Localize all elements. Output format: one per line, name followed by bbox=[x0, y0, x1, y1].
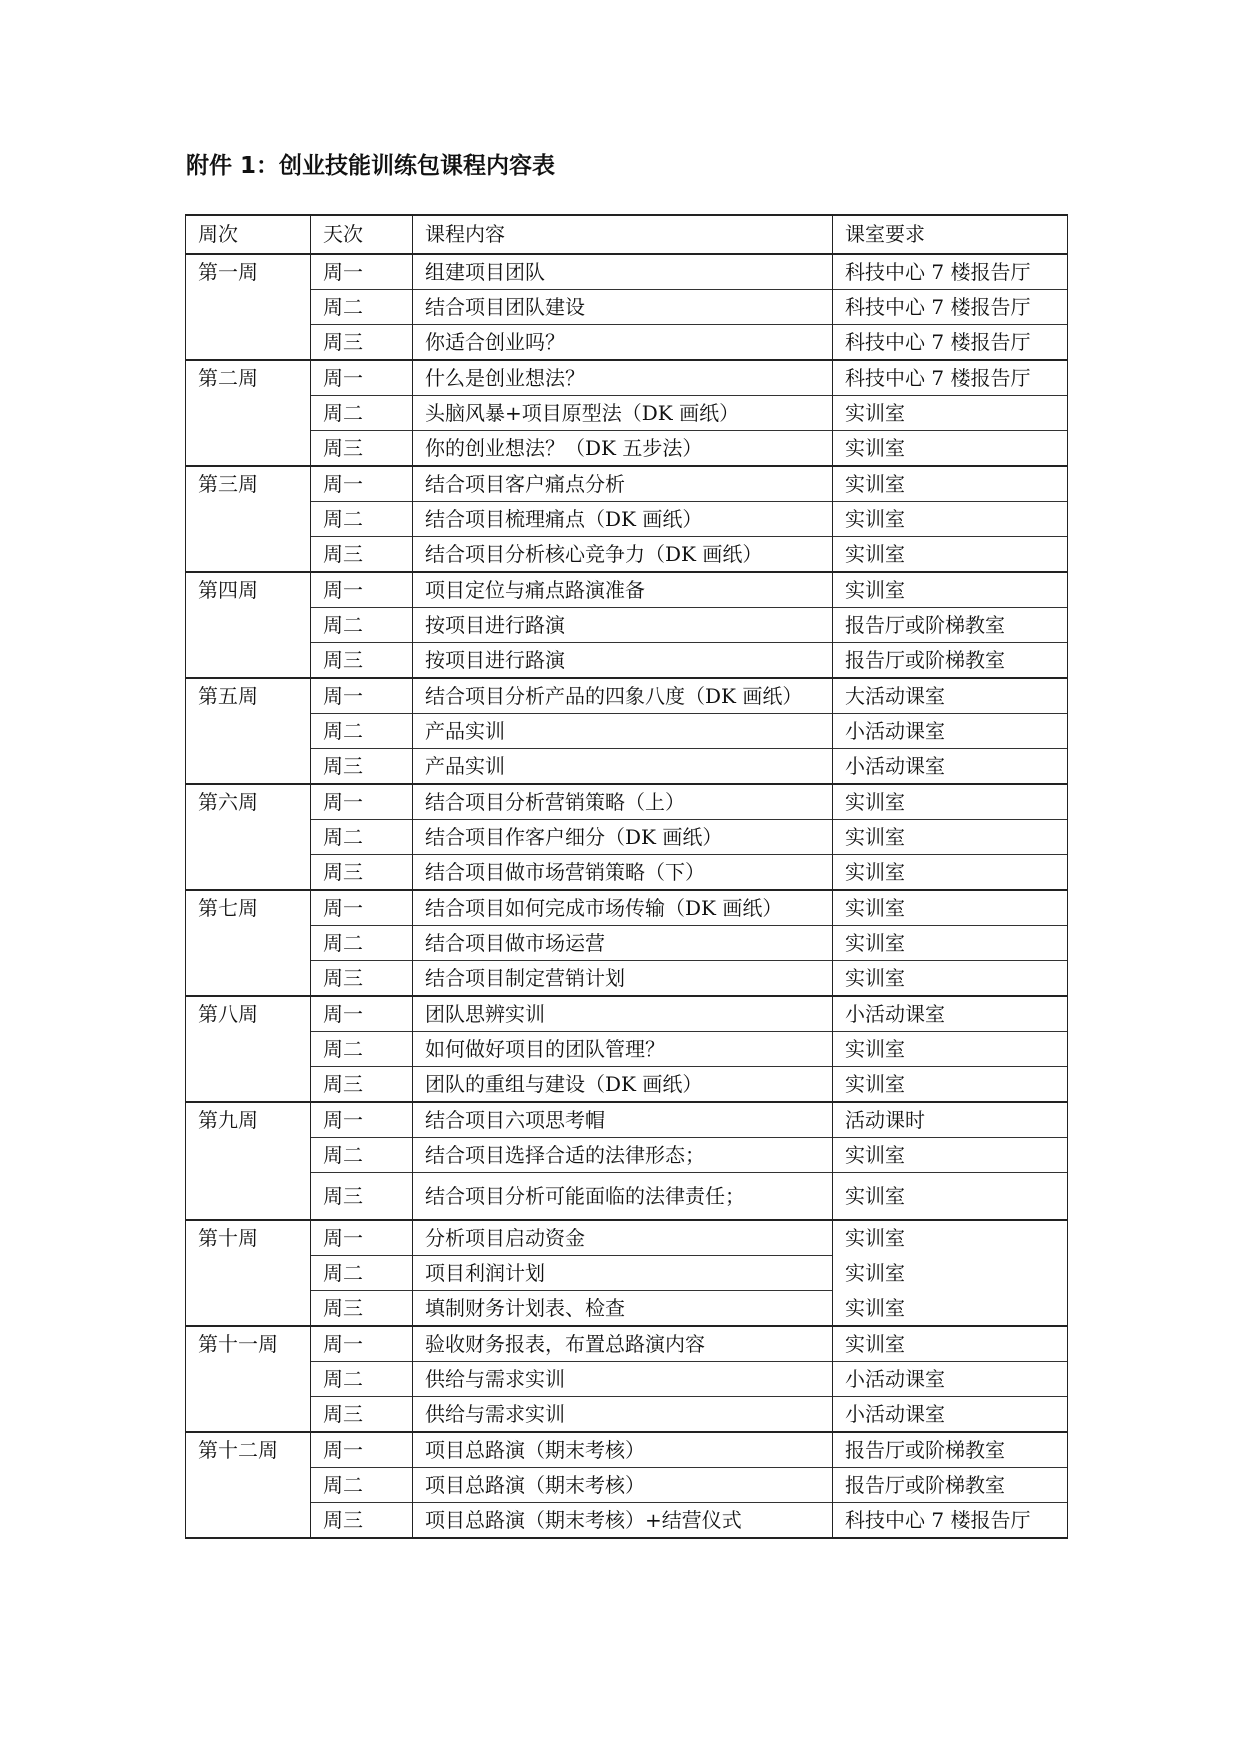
room-cell: 小活动课室 bbox=[833, 996, 1068, 1032]
day-cell: 周一 bbox=[311, 466, 413, 502]
day-cell: 周三 bbox=[311, 749, 413, 785]
content-cell: 分析项目启动资金 bbox=[413, 1220, 833, 1256]
table-row bbox=[186, 537, 1068, 573]
content-cell: 头脑风暴+项目原型法（DK 画纸） bbox=[413, 396, 833, 431]
day-cell: 周一 bbox=[311, 784, 413, 820]
day-cell: 周二 bbox=[311, 290, 413, 325]
header-day: 天次 bbox=[311, 215, 413, 254]
day-cell: 周一 bbox=[311, 1432, 413, 1468]
room-cell: 实训室 bbox=[833, 1291, 1068, 1327]
room-cell: 小活动课室 bbox=[833, 1362, 1068, 1397]
day-cell: 周三 bbox=[311, 1173, 413, 1221]
content-cell: 结合项目六项思考帽 bbox=[413, 1102, 833, 1138]
table-row bbox=[186, 643, 1068, 679]
room-cell: 实训室 bbox=[833, 502, 1068, 537]
table-row bbox=[186, 431, 1068, 467]
content-cell: 团队思辨实训 bbox=[413, 996, 833, 1032]
table-row bbox=[186, 784, 1068, 820]
content-cell: 供给与需求实训 bbox=[413, 1362, 833, 1397]
table-row bbox=[186, 1220, 1068, 1256]
day-cell: 周三 bbox=[311, 1503, 413, 1539]
table-row bbox=[186, 890, 1068, 926]
room-cell: 小活动课室 bbox=[833, 1397, 1068, 1433]
content-cell: 结合项目如何完成市场传输（DK 画纸） bbox=[413, 890, 833, 926]
day-cell: 周三 bbox=[311, 431, 413, 467]
week-cell: 第七周 bbox=[186, 890, 311, 996]
header-week: 周次 bbox=[186, 215, 311, 254]
day-cell: 周一 bbox=[311, 678, 413, 714]
room-cell: 实训室 bbox=[833, 926, 1068, 961]
room-cell: 科技中心 7 楼报告厅 bbox=[833, 1503, 1068, 1539]
day-cell: 周二 bbox=[311, 502, 413, 537]
room-cell: 实训室 bbox=[833, 784, 1068, 820]
room-cell: 报告厅或阶梯教室 bbox=[833, 643, 1068, 679]
room-cell: 实训室 bbox=[833, 1032, 1068, 1067]
day-cell: 周二 bbox=[311, 608, 413, 643]
table-row bbox=[186, 1468, 1068, 1503]
content-cell: 供给与需求实训 bbox=[413, 1397, 833, 1433]
room-cell: 实训室 bbox=[833, 855, 1068, 891]
day-cell: 周三 bbox=[311, 1067, 413, 1103]
day-cell: 周三 bbox=[311, 1291, 413, 1327]
day-cell: 周三 bbox=[311, 1397, 413, 1433]
day-cell: 周三 bbox=[311, 537, 413, 573]
content-cell: 结合项目分析核心竞争力（DK 画纸） bbox=[413, 537, 833, 573]
table-body bbox=[186, 254, 1068, 1538]
table-row bbox=[186, 466, 1068, 502]
room-cell: 实训室 bbox=[833, 1326, 1068, 1362]
day-cell: 周二 bbox=[311, 820, 413, 855]
content-cell: 项目总路演（期末考核）+结营仪式 bbox=[413, 1503, 833, 1539]
room-cell: 小活动课室 bbox=[833, 714, 1068, 749]
table-row bbox=[186, 1326, 1068, 1362]
room-cell: 大活动课室 bbox=[833, 678, 1068, 714]
day-cell: 周三 bbox=[311, 643, 413, 679]
content-cell: 项目利润计划 bbox=[413, 1256, 833, 1291]
table-row bbox=[186, 254, 1068, 290]
content-cell: 结合项目作客户细分（DK 画纸） bbox=[413, 820, 833, 855]
content-cell: 组建项目团队 bbox=[413, 254, 833, 290]
content-cell: 产品实训 bbox=[413, 749, 833, 785]
room-cell: 科技中心 7 楼报告厅 bbox=[833, 290, 1068, 325]
table-row bbox=[186, 502, 1068, 537]
room-cell: 实训室 bbox=[833, 1067, 1068, 1103]
week-cell: 第三周 bbox=[186, 466, 311, 572]
day-cell: 周二 bbox=[311, 1256, 413, 1291]
week-cell: 第九周 bbox=[186, 1102, 311, 1220]
course-content-table bbox=[185, 214, 1068, 1539]
week-cell: 第四周 bbox=[186, 572, 311, 678]
content-cell: 结合项目客户痛点分析 bbox=[413, 466, 833, 502]
content-cell: 结合项目选择合适的法律形态； bbox=[413, 1138, 833, 1173]
table-row bbox=[186, 396, 1068, 431]
content-cell: 结合项目梳理痛点（DK 画纸） bbox=[413, 502, 833, 537]
week-cell: 第十周 bbox=[186, 1220, 311, 1326]
day-cell: 周一 bbox=[311, 1326, 413, 1362]
day-cell: 周二 bbox=[311, 1032, 413, 1067]
table-row bbox=[186, 360, 1068, 396]
room-cell: 科技中心 7 楼报告厅 bbox=[833, 254, 1068, 290]
content-cell: 按项目进行路演 bbox=[413, 643, 833, 679]
table-row bbox=[186, 1397, 1068, 1433]
room-cell: 实训室 bbox=[833, 572, 1068, 608]
content-cell: 结合项目团队建设 bbox=[413, 290, 833, 325]
content-cell: 如何做好项目的团队管理？ bbox=[413, 1032, 833, 1067]
content-cell: 你适合创业吗？ bbox=[413, 325, 833, 361]
content-cell: 结合项目制定营销计划 bbox=[413, 961, 833, 997]
room-cell: 报告厅或阶梯教室 bbox=[833, 1468, 1068, 1503]
table-row bbox=[186, 325, 1068, 361]
room-cell: 实训室 bbox=[833, 1220, 1068, 1256]
table-row bbox=[186, 1102, 1068, 1138]
content-cell: 结合项目做市场运营 bbox=[413, 926, 833, 961]
content-cell: 产品实训 bbox=[413, 714, 833, 749]
room-cell: 实训室 bbox=[833, 466, 1068, 502]
table-header-row bbox=[186, 215, 1068, 254]
day-cell: 周一 bbox=[311, 996, 413, 1032]
table-row bbox=[186, 1032, 1068, 1067]
room-cell: 实训室 bbox=[833, 396, 1068, 431]
content-cell: 结合项目分析可能面临的法律责任； bbox=[413, 1173, 833, 1221]
table-row bbox=[186, 608, 1068, 643]
room-cell: 科技中心 7 楼报告厅 bbox=[833, 325, 1068, 361]
room-cell: 小活动课室 bbox=[833, 749, 1068, 785]
day-cell: 周一 bbox=[311, 254, 413, 290]
day-cell: 周二 bbox=[311, 1138, 413, 1173]
room-cell: 报告厅或阶梯教室 bbox=[833, 1432, 1068, 1468]
table-row bbox=[186, 855, 1068, 891]
room-cell: 实训室 bbox=[833, 890, 1068, 926]
room-cell: 实训室 bbox=[833, 1138, 1068, 1173]
room-cell: 实训室 bbox=[833, 820, 1068, 855]
room-cell: 实训室 bbox=[833, 1256, 1068, 1291]
day-cell: 周三 bbox=[311, 855, 413, 891]
table-row bbox=[186, 714, 1068, 749]
day-cell: 周二 bbox=[311, 1362, 413, 1397]
table-row bbox=[186, 996, 1068, 1032]
content-cell: 填制财务计划表、检查 bbox=[413, 1291, 833, 1327]
room-cell: 报告厅或阶梯教室 bbox=[833, 608, 1068, 643]
day-cell: 周一 bbox=[311, 890, 413, 926]
table-row bbox=[186, 1067, 1068, 1103]
content-cell: 结合项目做市场营销策略（下） bbox=[413, 855, 833, 891]
table-row bbox=[186, 926, 1068, 961]
week-cell: 第一周 bbox=[186, 254, 311, 360]
table-row bbox=[186, 678, 1068, 714]
day-cell: 周一 bbox=[311, 1102, 413, 1138]
day-cell: 周三 bbox=[311, 325, 413, 361]
week-cell: 第八周 bbox=[186, 996, 311, 1102]
room-cell: 实训室 bbox=[833, 961, 1068, 997]
table-row bbox=[186, 1291, 1068, 1327]
content-cell: 结合项目分析营销策略（上） bbox=[413, 784, 833, 820]
week-cell: 第十二周 bbox=[186, 1432, 311, 1538]
day-cell: 周一 bbox=[311, 572, 413, 608]
day-cell: 周二 bbox=[311, 714, 413, 749]
day-cell: 周一 bbox=[311, 1220, 413, 1256]
content-cell: 什么是创业想法？ bbox=[413, 360, 833, 396]
day-cell: 周三 bbox=[311, 961, 413, 997]
table-row bbox=[186, 820, 1068, 855]
table-row bbox=[186, 1138, 1068, 1173]
table-row bbox=[186, 572, 1068, 608]
day-cell: 周二 bbox=[311, 396, 413, 431]
content-cell: 按项目进行路演 bbox=[413, 608, 833, 643]
table-row bbox=[186, 1256, 1068, 1291]
content-cell: 项目定位与痛点路演准备 bbox=[413, 572, 833, 608]
day-cell: 周二 bbox=[311, 926, 413, 961]
week-cell: 第二周 bbox=[186, 360, 311, 466]
room-cell: 实训室 bbox=[833, 431, 1068, 467]
week-cell: 第六周 bbox=[186, 784, 311, 890]
room-cell: 科技中心 7 楼报告厅 bbox=[833, 360, 1068, 396]
room-cell: 活动课时 bbox=[833, 1102, 1068, 1138]
table-row bbox=[186, 961, 1068, 997]
table-row bbox=[186, 1362, 1068, 1397]
table-row bbox=[186, 1173, 1068, 1221]
week-cell: 第十一周 bbox=[186, 1326, 311, 1432]
content-cell: 你的创业想法？（DK 五步法） bbox=[413, 431, 833, 467]
content-cell: 验收财务报表，布置总路演内容 bbox=[413, 1326, 833, 1362]
content-cell: 团队的重组与建设（DK 画纸） bbox=[413, 1067, 833, 1103]
room-cell: 实训室 bbox=[833, 537, 1068, 573]
week-cell: 第五周 bbox=[186, 678, 311, 784]
content-cell: 项目总路演（期末考核） bbox=[413, 1468, 833, 1503]
day-cell: 周一 bbox=[311, 360, 413, 396]
header-content: 课程内容 bbox=[413, 215, 833, 254]
document-title: 附件 1：创业技能训练包课程内容表 bbox=[186, 153, 556, 179]
content-cell: 结合项目分析产品的四象八度（DK 画纸） bbox=[413, 678, 833, 714]
table-row bbox=[186, 1432, 1068, 1468]
day-cell: 周二 bbox=[311, 1468, 413, 1503]
content-cell: 项目总路演（期末考核） bbox=[413, 1432, 833, 1468]
room-cell: 实训室 bbox=[833, 1173, 1068, 1221]
table-row bbox=[186, 290, 1068, 325]
header-room: 课室要求 bbox=[833, 215, 1068, 254]
table-row bbox=[186, 749, 1068, 785]
table-row bbox=[186, 1503, 1068, 1539]
